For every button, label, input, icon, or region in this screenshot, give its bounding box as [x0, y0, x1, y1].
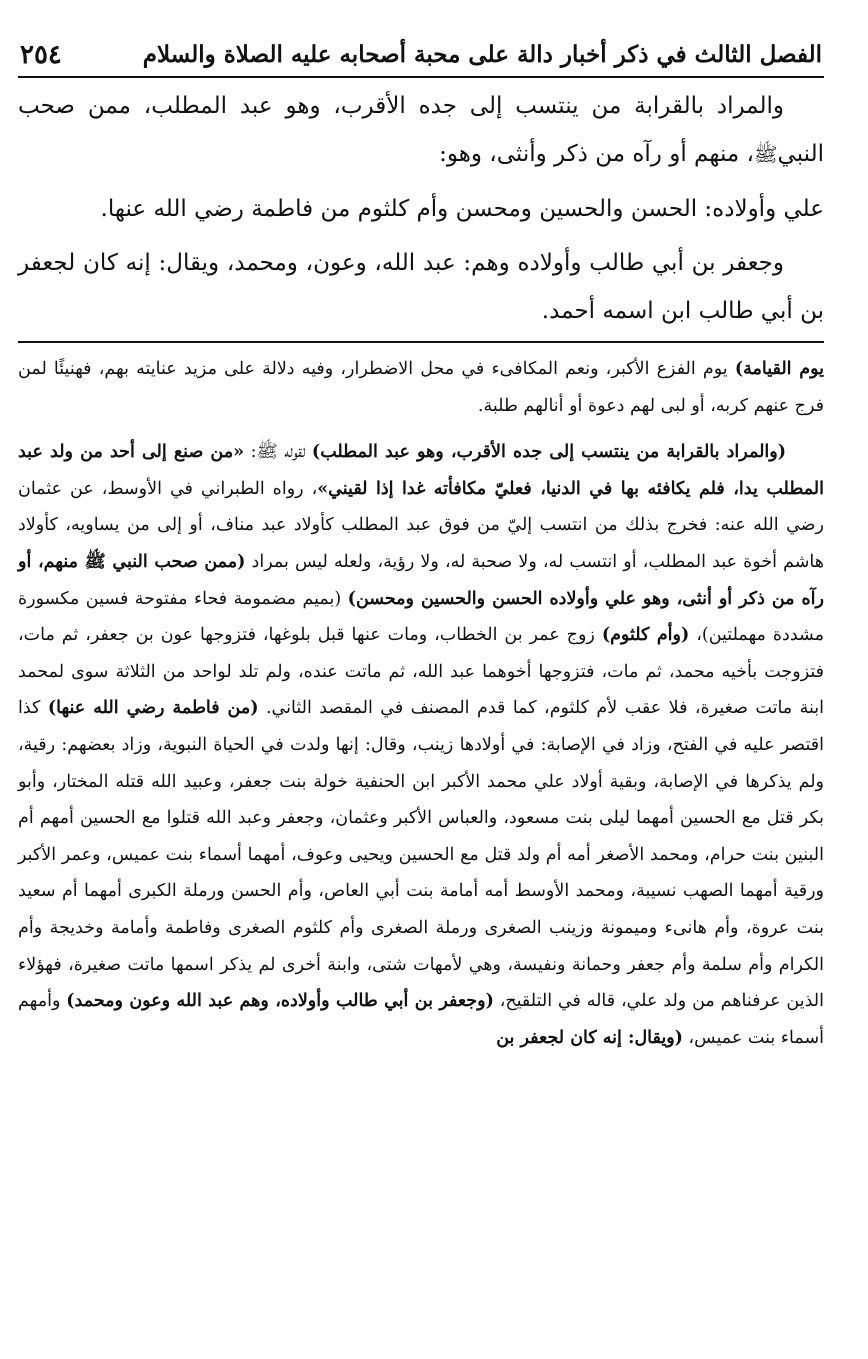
commentary-paragraph-2 — [18, 434, 824, 1056]
commentary-text-span: ، رواه الطبراني في الأوسط، عن عثمان رضي الله عنه: فخرج بذلك من انتسب إليّ من فوق عبد المطلب كأولاد عبد مناف، أو إلى من يساويه، كأولاد هاشم أخوة عبد المطلب، أو انتسب له، ولا صحبة له، ولا رؤية، ولعله ليس بمراد — [18, 478, 824, 572]
commentary-text — [18, 343, 824, 1056]
commentary-text-span: كذا اقتصر عليه في الفتح، وزاد في الإصابة: في أولادها زينب، وقال: إنها ولدت في الحياة النبوية، وزاد بعضهم: رقية، ولم يذكرها في الإصابة، وبقية أولاد علي محمد الأكبر ابن الحنفية خولة بنت جعفر، وعبيد الله قتله المختار، وأبو بكر قتل مع الحسين أمهما ليلى بنت مسعود، والعباس الأكبر وعثمان، وجعفر وعبد الله قتلوا مع الحسين أمهم أم البنين بنت حرام، ومحمد الأصغر أمه أم ولد قتل مع الحسين ويحيى وعوف، أمهما أسماء بنت عميس، وعمر الأكبر ورقية أمهما الصهب نسيبة، ومحمد الأوسط أمه أمامة بنت أبي العاص، وأم الحسن ورملة الكبرى أمهما أم سعيد بنت عروة، وأم هانىء وميمونة وزينب الصغرى ورملة الصغرى وأم كلثوم الصغرى وفاطمة وأمامة وخديجة وأم الكرام وأم سلمة وأم جعفر وحمانة ونفيسة، وهي لأمهات شتى، وابنة أخرى لم يذكر اسمها ماتت صغيرة، فهؤلاء الذين عرفناهم من ولد علي، قاله في التلقيح، — [18, 698, 824, 1012]
page-number: ٢٥٤ — [20, 40, 62, 70]
commentary-text-span: (بميم مضمومة فحاء مفتوحة فسين مكسورة مشددة مهملتين)، — [18, 588, 824, 646]
commentary-text-span: لقوله ﷺ: — [244, 442, 312, 463]
commentary-bold: (والمراد بالقرابة من ينتسب إلى جده الأقرب، وهو عبد المطلب) — [311, 442, 786, 463]
commentary-text-span: وأمهم أسماء بنت عميس، — [18, 991, 824, 1048]
commentary-bold: (ويقال: إنه كان لجعفر بن — [496, 1027, 683, 1048]
commentary-paragraph-1 — [18, 351, 824, 424]
main-text — [18, 78, 824, 335]
main-paragraph-1 — [18, 82, 824, 179]
page-header — [18, 40, 824, 78]
book-page — [18, 40, 824, 1066]
main-paragraph-3: وجعفر بن أبي طالب وأولاده وهم: عبد الله، وعون، ومحمد، ويقال: إنه كان لجعفر بن أبي طالب ابن اسمه أحمد. — [18, 250, 824, 324]
commentary-bold: (ممن صحب النبي ﷺ منهم، أو رآه من ذكر أو أنثى، وهو علي وأولاده الحسن والحسين ومحسن) — [18, 551, 824, 609]
hadith-quote: «من صنع إلى أحد من ولد عبد المطلب يدا، فلم يكافئه بها في الدنيا، فعليّ مكافأته غدا إذا لقيني» — [18, 442, 825, 499]
commentary-bold: (من فاطمة رضي الله عنها) — [47, 698, 259, 719]
commentary-bold: يوم القيامة) — [734, 359, 824, 379]
main-paragraph-1-end: ، منهم أو رآه من ذكر وأنثى، وهو: — [439, 141, 754, 167]
main-paragraph-1-text: والمراد بالقرابة من ينتسب إلى جده الأقرب، وهو عبد المطلب، ممن صحب النبي — [18, 93, 824, 167]
commentary-bold: (وأم كلثوم) — [601, 625, 690, 646]
commentary-text-span: زوج عمر بن الخطاب، ومات عنها قبل بلوغها، فتزوجها عون بن جعفر، ثم مات، فتزوجت بأخيه محمد، ثم مات، فتزوجها أخوهما عبد الله، ثم ماتت عنده، ولم تلد لواحد من الثلاثة سوى لمحمد ابنة ماتت صغيرة، فلا عقب لأم كلثوم، كما قدم المصنف في المقصد الثاني. — [18, 625, 825, 719]
salawat-icon: ﷺ — [753, 143, 778, 166]
chapter-title: الفصل الثالث في ذكر أخبار دالة على محبة أصحابه عليه الصلاة والسلام — [142, 41, 822, 68]
commentary-text-span: يوم الفزع الأكبر، ونعم المكافىء في محل الاضطرار، وفيه دلالة على مزيد عنايته بهم، فهنيئًا لمن فرج عنهم كربه، أو لبى لهم دعوة أو أنالهم طلبة. — [18, 359, 824, 416]
main-paragraph-2: علي وأولاده: الحسن والحسين ومحسن وأم كلثوم من فاطمة رضي الله عنها. — [100, 196, 824, 222]
commentary-bold: (وجعفر بن أبي طالب وأولاده، وهم عبد الله وعون ومحمد) — [66, 991, 494, 1012]
